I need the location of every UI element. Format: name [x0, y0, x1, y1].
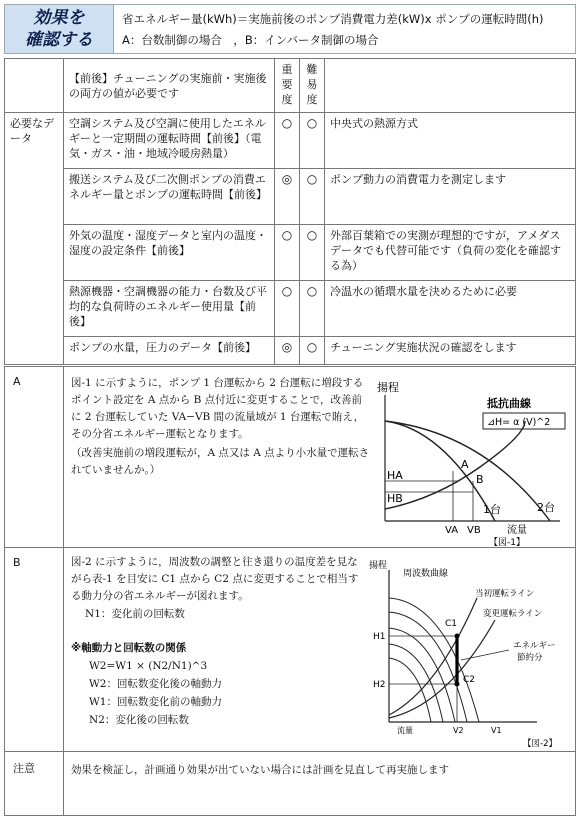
formula-text: 省エネルギー量(kWh)＝実施前後のポンプ消費電力差(kW)x ポンプの運転時間(h)	[122, 12, 544, 26]
row-importance: ○	[275, 113, 300, 169]
panel-a-text2: （改善実施前の増段運転が，A 点又は A 点より小水量で運転されていませんか。）	[71, 447, 370, 476]
header-desc: 【前後】チューニングの実施前・実施後の両方の値が必要です	[64, 59, 275, 113]
table-row	[5, 169, 576, 225]
row-difficulty: ○	[300, 281, 325, 337]
table-row	[5, 225, 576, 281]
panel-note	[4, 752, 576, 816]
note-text: 効果を検証し，計画通り効果が出ていない場合には計画を見直して再実施します	[71, 764, 449, 776]
row-note: 中央式の熱源方式	[325, 113, 576, 169]
row-importance: ○	[275, 281, 300, 337]
fig1-point-b: B	[476, 473, 484, 486]
row-note: チューニング実施状況の確認をします	[325, 337, 576, 365]
header-empty-cell	[5, 59, 64, 113]
panel-divider	[63, 548, 64, 751]
panel-b	[4, 548, 576, 752]
section-label: 必要なデータ	[5, 113, 64, 365]
title-line1: 効果を	[33, 8, 85, 28]
fig2-c2: C2	[463, 675, 476, 685]
fig1-formula: ⊿H= α (V)^2	[487, 417, 551, 428]
panel-b-n2: N2：変化後の回転数	[89, 714, 189, 726]
header-text	[114, 4, 576, 54]
fig1-ylabel: 揚程	[377, 381, 399, 394]
fig2-line2-label: 変更運転ライン	[483, 609, 543, 619]
fig2-freq-label: 周波数曲線	[403, 569, 449, 579]
header-importance: 重要度	[275, 59, 300, 113]
table-header-row	[5, 59, 576, 113]
panel-b-formula: W2=W1 × (N2/N1)^3	[89, 660, 208, 672]
fig2-energy-label2: 節約分	[517, 653, 543, 663]
row-note: 外部百葉箱での実測が理想的ですが，アメダスデータでも代替可能です（負荷の変化を確認する為）	[325, 225, 576, 281]
panel-b-relation-title: ※軸動力と回転数の関係	[71, 642, 187, 654]
fig1-point-a: A	[461, 458, 469, 471]
panel-a	[4, 366, 576, 548]
row-difficulty: ○	[300, 337, 325, 365]
figure-1	[375, 371, 575, 546]
fig1-xlabel: 流量	[507, 525, 527, 536]
row-difficulty: ○	[300, 225, 325, 281]
section-title	[4, 4, 114, 54]
row-importance: ○	[275, 225, 300, 281]
fig1-vb: VB	[467, 525, 481, 536]
note-label: 注意	[13, 762, 35, 775]
fig2-xlabel: 流量	[397, 726, 413, 735]
panel-divider	[63, 752, 64, 815]
table-row	[5, 337, 576, 365]
row-desc: 熱源機器・空調機器の能力・台数及び平均的な負荷時のエネルギー使用量【前後】	[64, 281, 275, 337]
data-table	[4, 58, 576, 365]
table-row	[5, 113, 576, 169]
row-importance: ◎	[275, 337, 300, 365]
fig2-h1: H1	[373, 632, 386, 642]
row-note: 冷温水の循環水量を決めるために必要	[325, 281, 576, 337]
panel-a-label: A	[13, 375, 21, 388]
fig2-h2: H2	[373, 680, 386, 690]
panel-b-n1: N1：変化前の回転数	[85, 608, 185, 620]
fig2-ylabel: 揚程	[369, 561, 388, 571]
table-row	[5, 281, 576, 337]
header-note-cell	[325, 59, 576, 113]
figure-2	[367, 550, 572, 750]
fig2-energy-label1: エネルギー	[513, 641, 556, 651]
panel-b-w1: W1：回転数変化前の軸動力	[89, 696, 222, 708]
row-importance: ◎	[275, 169, 300, 225]
fig1-va: VA	[445, 525, 459, 536]
fig1-one-unit: 1台	[483, 503, 501, 516]
fig1-two-units: 2台	[537, 501, 555, 514]
fig2-c1: C1	[445, 619, 458, 629]
row-note: ポンプ動力の消費電力を測定します	[325, 169, 576, 225]
row-desc: ポンプの水量，圧力のデータ【前後】	[64, 337, 275, 365]
row-desc: 搬送システム及び二次側ポンプの消費エネルギー量とポンプの運転時間【前後】	[64, 169, 275, 225]
row-difficulty: ○	[300, 113, 325, 169]
row-difficulty: ○	[300, 169, 325, 225]
header-difficulty: 難易度	[300, 59, 325, 113]
cases-text: A：台数制御の場合 ，B：インバータ制御の場合	[122, 33, 379, 47]
panel-b-w2: W2：回転数変化後の軸動力	[89, 678, 222, 690]
panel-b-label: B	[13, 556, 21, 569]
fig1-curve-label: 抵抗曲線	[487, 397, 531, 410]
panel-b-text1: 図-2 に示すように，周波数の調整と往き還りの温度差を見ながら表-1 を目安に C1 点から C2 点に変更することで相当する動力分の省エネルギーが図れます。	[71, 556, 359, 602]
fig2-caption: 【図-2】	[523, 739, 557, 749]
fig1-ha: HA	[387, 469, 403, 482]
title-line2: 確認する	[25, 30, 93, 50]
fig2-v2: V2	[453, 726, 464, 735]
panel-a-text1: 図-1 に示すように，ポンプ 1 台運転から 2 台運転に増段するポイント設定を A 点から B 点付近に変更することで，改善前に 2 台運転していた VA−VB 間の流量域が 1 台運転で賄え，その分省エネルギー運転となります。	[71, 377, 365, 440]
fig2-line1-label: 当初運転ライン	[475, 589, 535, 599]
fig1-hb: HB	[387, 492, 403, 505]
panel-divider	[63, 367, 64, 547]
row-desc: 外気の温度・湿度データと室内の温度・湿度の設定条件【前後】	[64, 225, 275, 281]
row-desc: 空調システム及び空調に使用したエネルギーと一定期間の運転時間【前後】（電気・ガス・油・地域冷暖房熱量）	[64, 113, 275, 169]
fig1-caption: 【図-1】	[489, 538, 525, 546]
fig2-v1: V1	[491, 726, 502, 735]
